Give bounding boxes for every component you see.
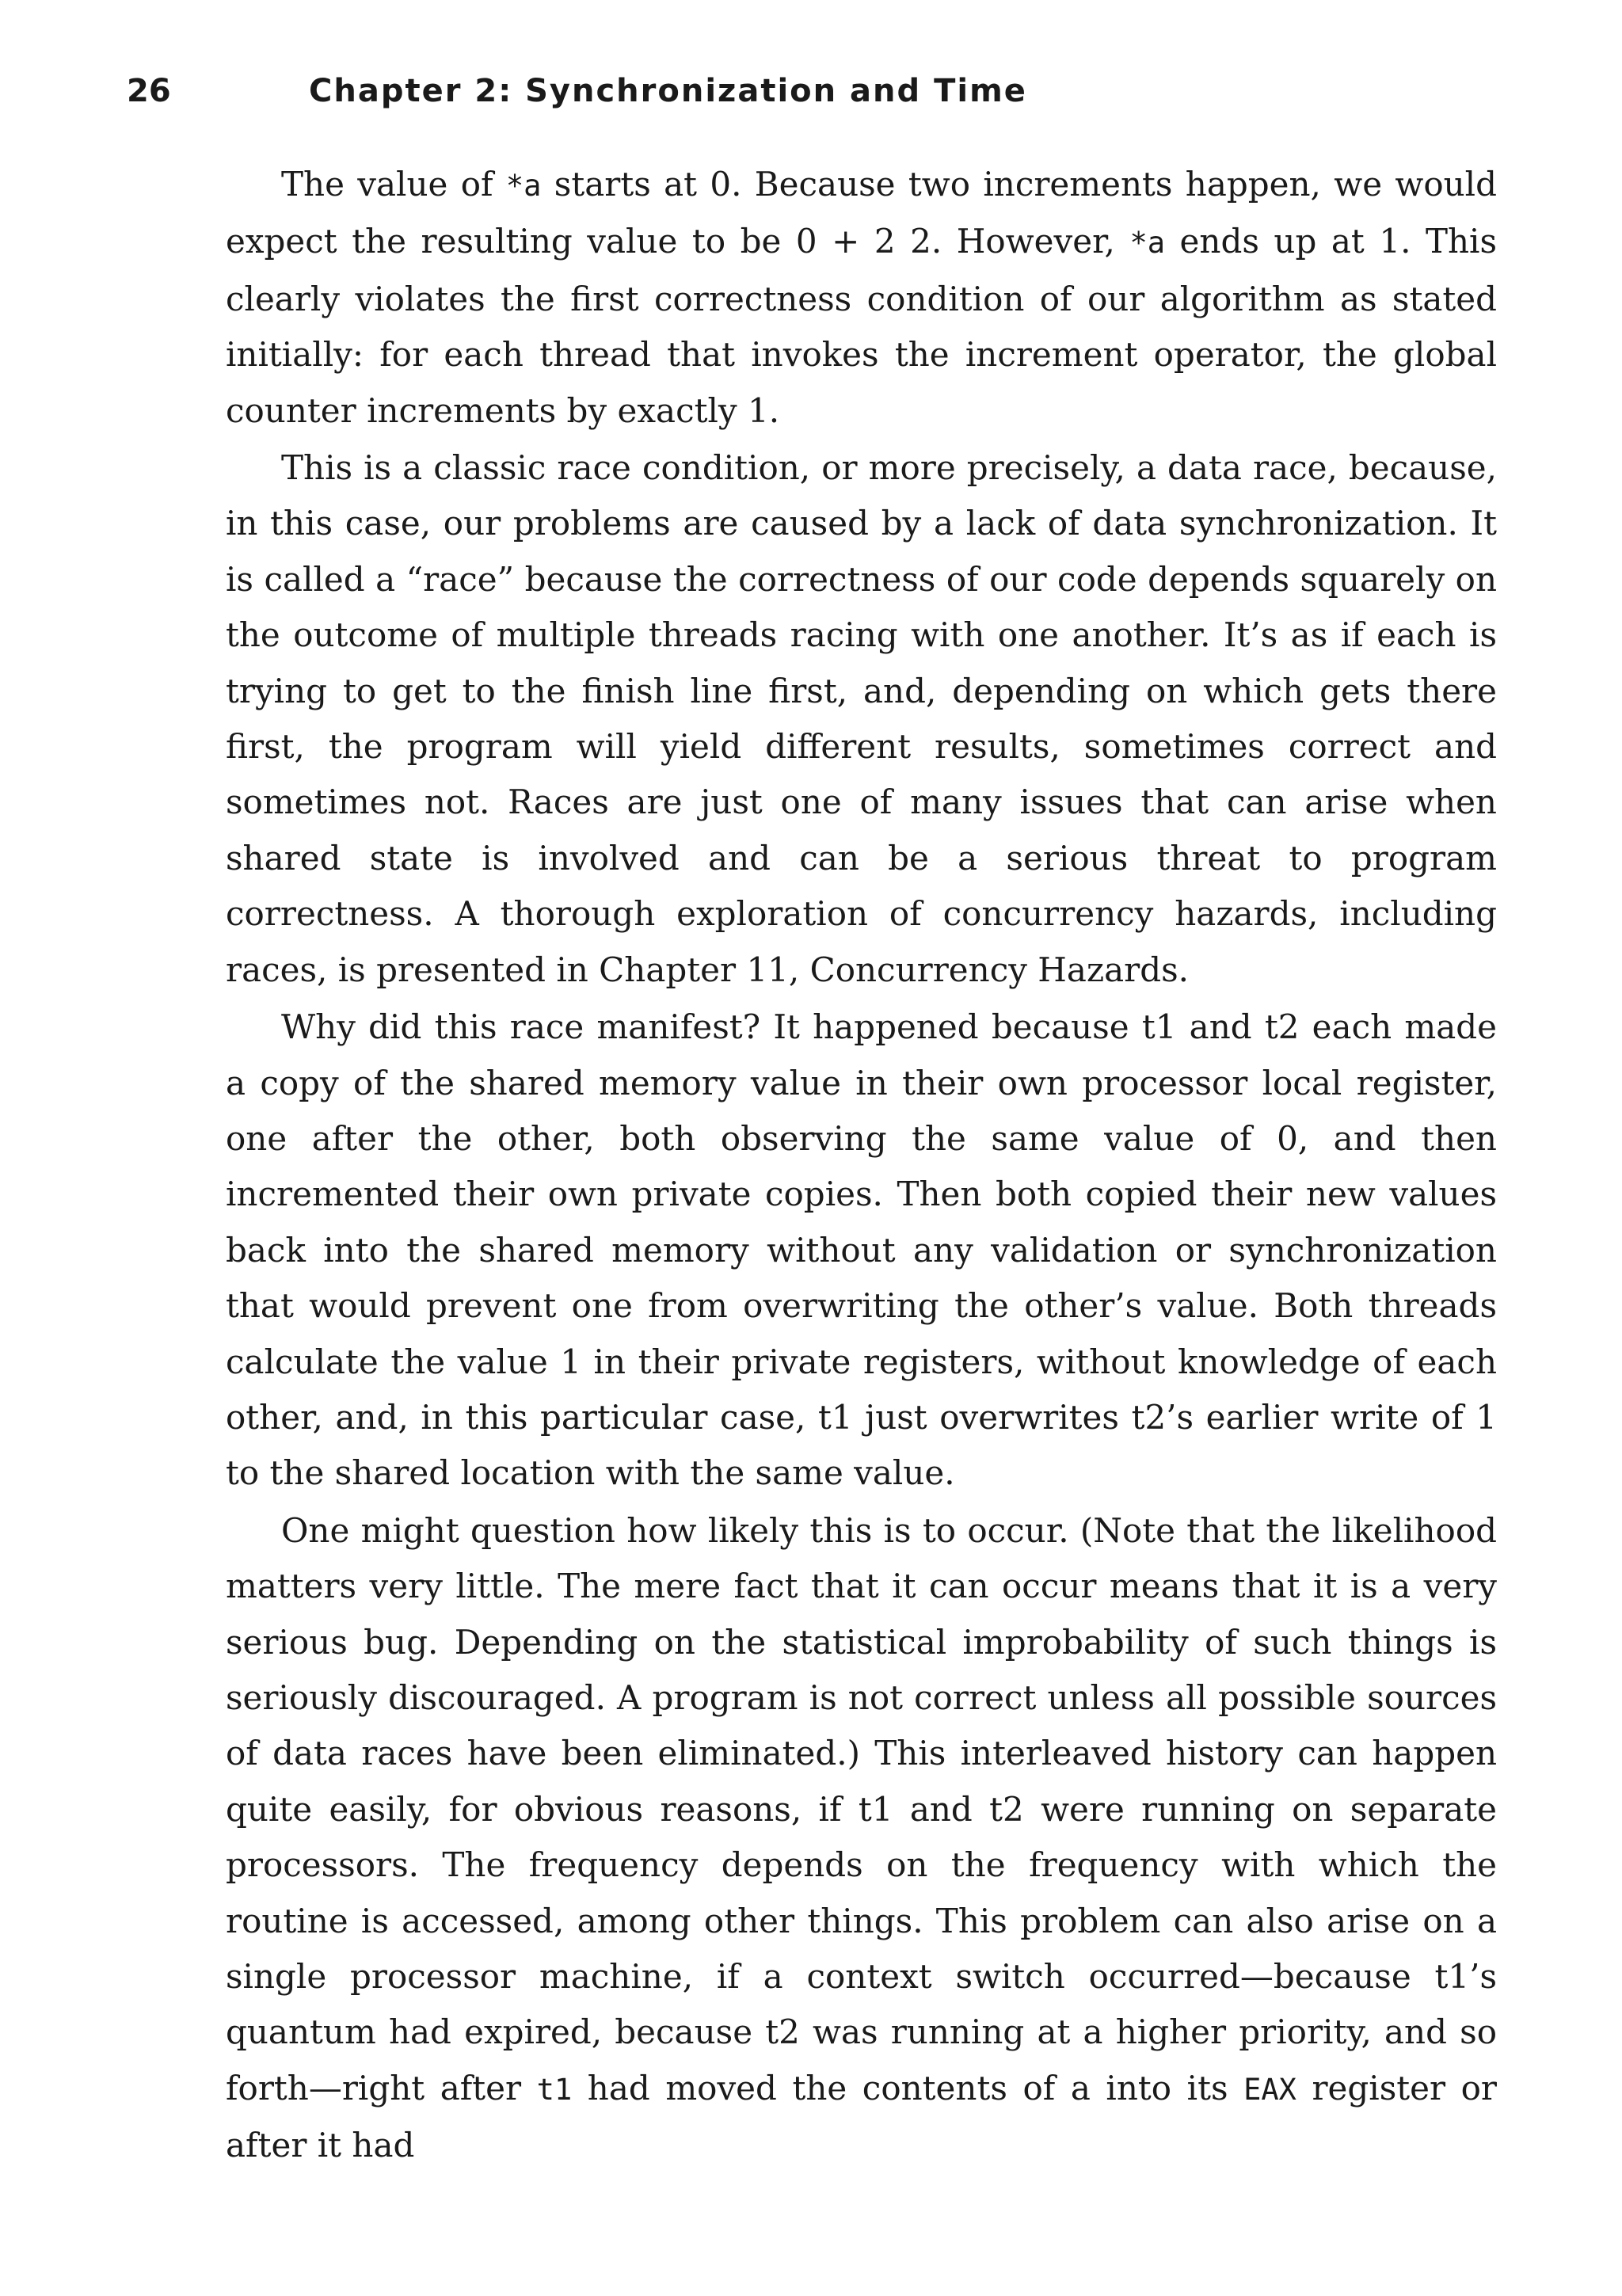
code-run: *a xyxy=(505,169,542,203)
text-run: had moved the contents of a into its xyxy=(572,2068,1244,2108)
text-run: ends up at 1. This clearly violates the first correctness condition of our algorithm as stated initially: for each thread that invokes the increment operator, the global counter increments by exactly 1. xyxy=(226,222,1498,430)
paragraph-4 xyxy=(226,1503,1497,2174)
text-run: starts at 0. Because two increments happen, we would expect the resulting value to be 0 + 2 2. However, xyxy=(226,165,1497,261)
running-header xyxy=(127,73,1027,120)
paragraph-1 xyxy=(226,157,1497,439)
paragraph-3 xyxy=(226,1000,1497,1502)
text-run: The value of xyxy=(281,165,506,204)
text-run: Why did this race manifest? It happened because t1 and t2 each made a copy of the shared memory value in their own processor local register, one after the other, both observing the same value of 0, and then incremented their own private copies. Then both copied their new values back into the shared memory without any validation or synchronization that would prevent one from overwriting the other’s value. Both threads calculate the value 1 in their private registers, without knowledge of each other, and, in this particular case, t1 just overwrites t2’s earlier write of 1 to the shared location with the same value. xyxy=(226,1007,1497,1493)
text-run: One might question how likely this is to occur. (Note that the likelihood matters very little. The mere fact that it can occur means that it is a very serious bug. Depending on the statistical improbability of such things is seriously discouraged. A program is not correct unless all possible sources of data races have been eliminated.) This interleaved history can happen quite easily, for obvious reasons, if t1 and t2 were running on separate processors. The frequency depends on the frequency with which the routine is accessed, among other things. This problem can also arise on a single processor machine, if a context switch occurred—because t1’s quantum had expired, because t2 was running at a higher priority, and so forth—right after xyxy=(226,1510,1497,2108)
code-run: *a xyxy=(1129,226,1165,261)
code-run: EAX xyxy=(1243,2072,1296,2107)
text-run: register or after it had xyxy=(226,2068,1497,2165)
text-run: This is a classic race condition, or more precisely, a data race, because, in this case, our problems are caused by a lack of data synchronization. It is called a “race” because the correctness of our code depends squarely on the outcome of multiple threads racing with one another. It’s as if each is trying to get to the finish line first, and, depending on which gets there first, the program will yield different results, sometimes correct and sometimes not. Races are just one of many issues that can arise when shared state is involved and can be a serious threat to program correctness. A thorough exploration of concurrency hazards, including races, is presented in Chapter 11, Concurrency Hazards. xyxy=(226,448,1497,989)
page-number: 26 xyxy=(127,73,171,109)
code-run: t1 xyxy=(536,2072,573,2107)
chapter-title: Chapter 2: Synchronization and Time xyxy=(309,73,1027,109)
paragraph-2 xyxy=(226,440,1497,998)
body-text xyxy=(226,157,1497,2176)
